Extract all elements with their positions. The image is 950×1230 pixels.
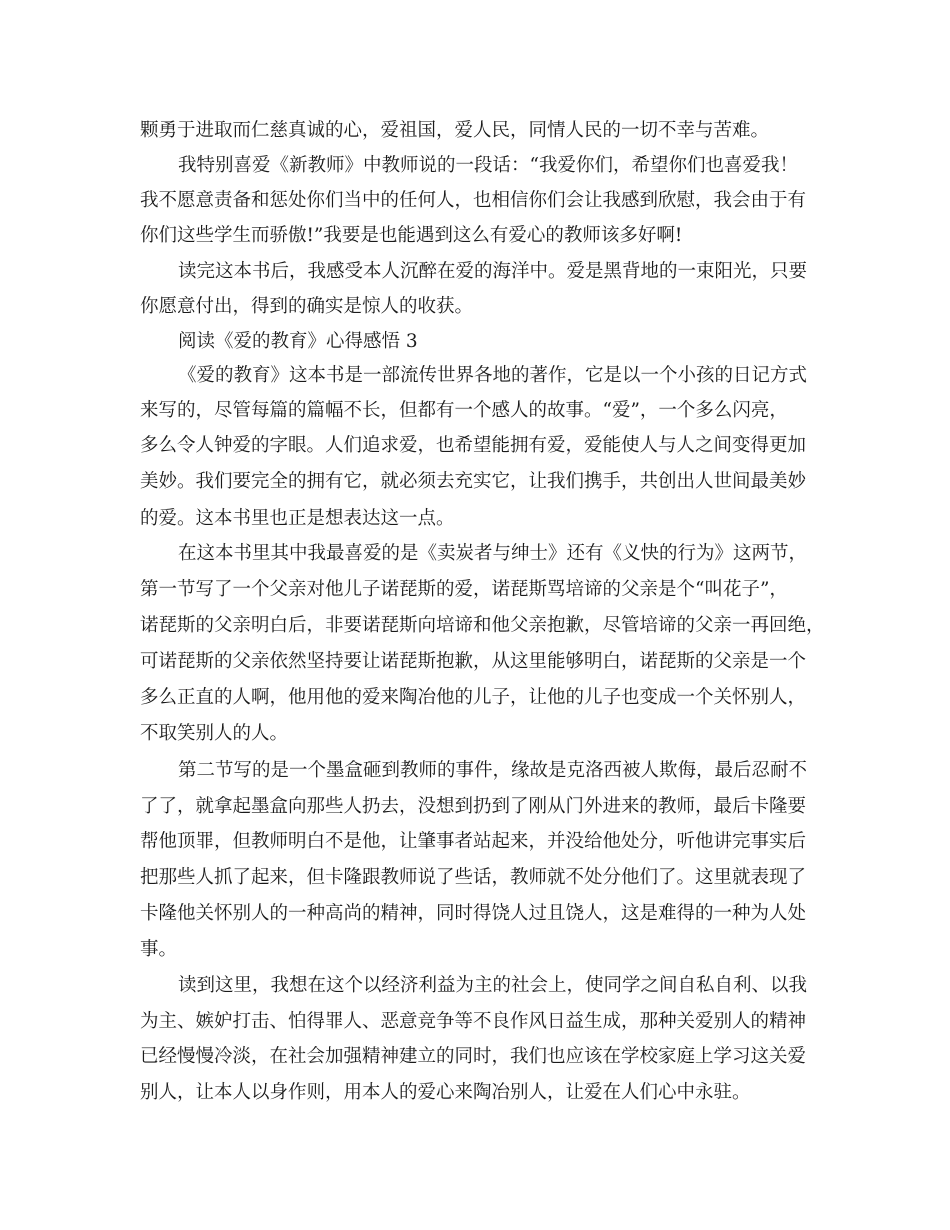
text-line: 多么正直的人啊，他用他的爱来陶冶他的儿子，让他的儿子也变成一个关怀别人，	[140, 687, 807, 708]
text-line: 第二节写的是一个墨盒砸到教师的事件，缘故是克洛西被人欺侮，最后忍耐不	[178, 760, 808, 781]
text-line: 《爱的教育》这本书是一部流传世界各地的著作，它是以一个小孩的日记方式	[178, 365, 808, 386]
text-line: 帮他顶罪，但教师明白不是他，让肇事者站起来，并没给他处分，听他讲完事实后	[140, 831, 807, 852]
text-line: 美妙。我们要完全的拥有它，就必须去充实它，让我们携手，共创出人世间最美妙	[140, 471, 807, 492]
text-line: 诺琵斯的父亲明白后，非要诺琵斯向培谛和他父亲抱歉，尽管培谛的父亲一再回绝，	[140, 615, 825, 636]
text-line: 你愿意付出，得到的确实是惊人的收获。	[140, 296, 474, 317]
text-line: 在这本书里其中我最喜爱的是《卖炭者与绅士》还有《义快的行为》这两节，	[178, 543, 808, 564]
text-line: 不取笑别人的人。	[140, 723, 289, 744]
text-line: 我特别喜爱《新教师》中教师说的一段话：“我爱你们，希望你们也喜爱我！	[178, 155, 798, 176]
text-line: 别人，让本人以身作则，用本人的爱心来陶冶别人，让爱在人们心中永驻。	[140, 1082, 751, 1103]
text-line: 颗勇于进取而仁慈真诚的心，爱祖国，爱人民，同情人民的一切不幸与苦难。	[140, 120, 770, 141]
text-line: 事。	[140, 939, 178, 960]
text-line: 读完这本书后，我感受本人沉醉在爱的海洋中。爱是黑背地的一束阳光，只要	[178, 261, 808, 282]
text-line: 你们这些学生而骄傲!”我要是也能遇到这么有爱心的教师该多好啊!	[140, 225, 683, 246]
text-line: 为主、嫉妒打击、怕得罪人、恶意竞争等不良作风日益生成，那种关爱别人的精神	[140, 1011, 807, 1032]
text-line: 已经慢慢冷淡，在社会加强精神建立的同时，我们也应该在学校家庭上学习这关爱	[140, 1046, 807, 1067]
text-line: 来写的，尽管每篇的篇幅不长，但都有一个感人的故事。“爱”，一个多么闪亮，	[140, 400, 788, 421]
text-line: 的爱。这本书里也正是想表达这一点。	[140, 508, 455, 529]
text-line: 了了，就拿起墨盒向那些人扔去，没想到扔到了刚从门外进来的教师，最后卡隆要	[140, 796, 807, 817]
section-heading: 阅读《爱的教育》心得感悟 3	[178, 331, 418, 352]
text-line: 把那些人抓了起来，但卡隆跟教师说了些话，教师就不处分他们了。这里就表现了	[140, 867, 807, 888]
text-line: 卡隆他关怀别人的一种高尚的精神，同时得饶人过且饶人，这是难得的一种为人处	[140, 903, 807, 924]
text-line: 可诺琵斯的父亲依然坚持要让诺琵斯抱歉，从这里能够明白，诺琵斯的父亲是一个	[140, 651, 807, 672]
text-line: 我不愿意责备和惩处你们当中的任何人，也相信你们会让我感到欣慰，我会由于有	[140, 190, 807, 211]
text-line: 读到这里，我想在这个以经济利益为主的社会上，使同学之间自私自利、以我	[178, 975, 808, 996]
text-line: 第一节写了一个父亲对他儿子诺琵斯的爱，诺琵斯骂培谛的父亲是个“叫花子”，	[140, 579, 788, 600]
text-line: 多么令人钟爱的字眼。人们追求爱，也希望能拥有爱，爱能使人与人之间变得更加	[140, 435, 807, 456]
